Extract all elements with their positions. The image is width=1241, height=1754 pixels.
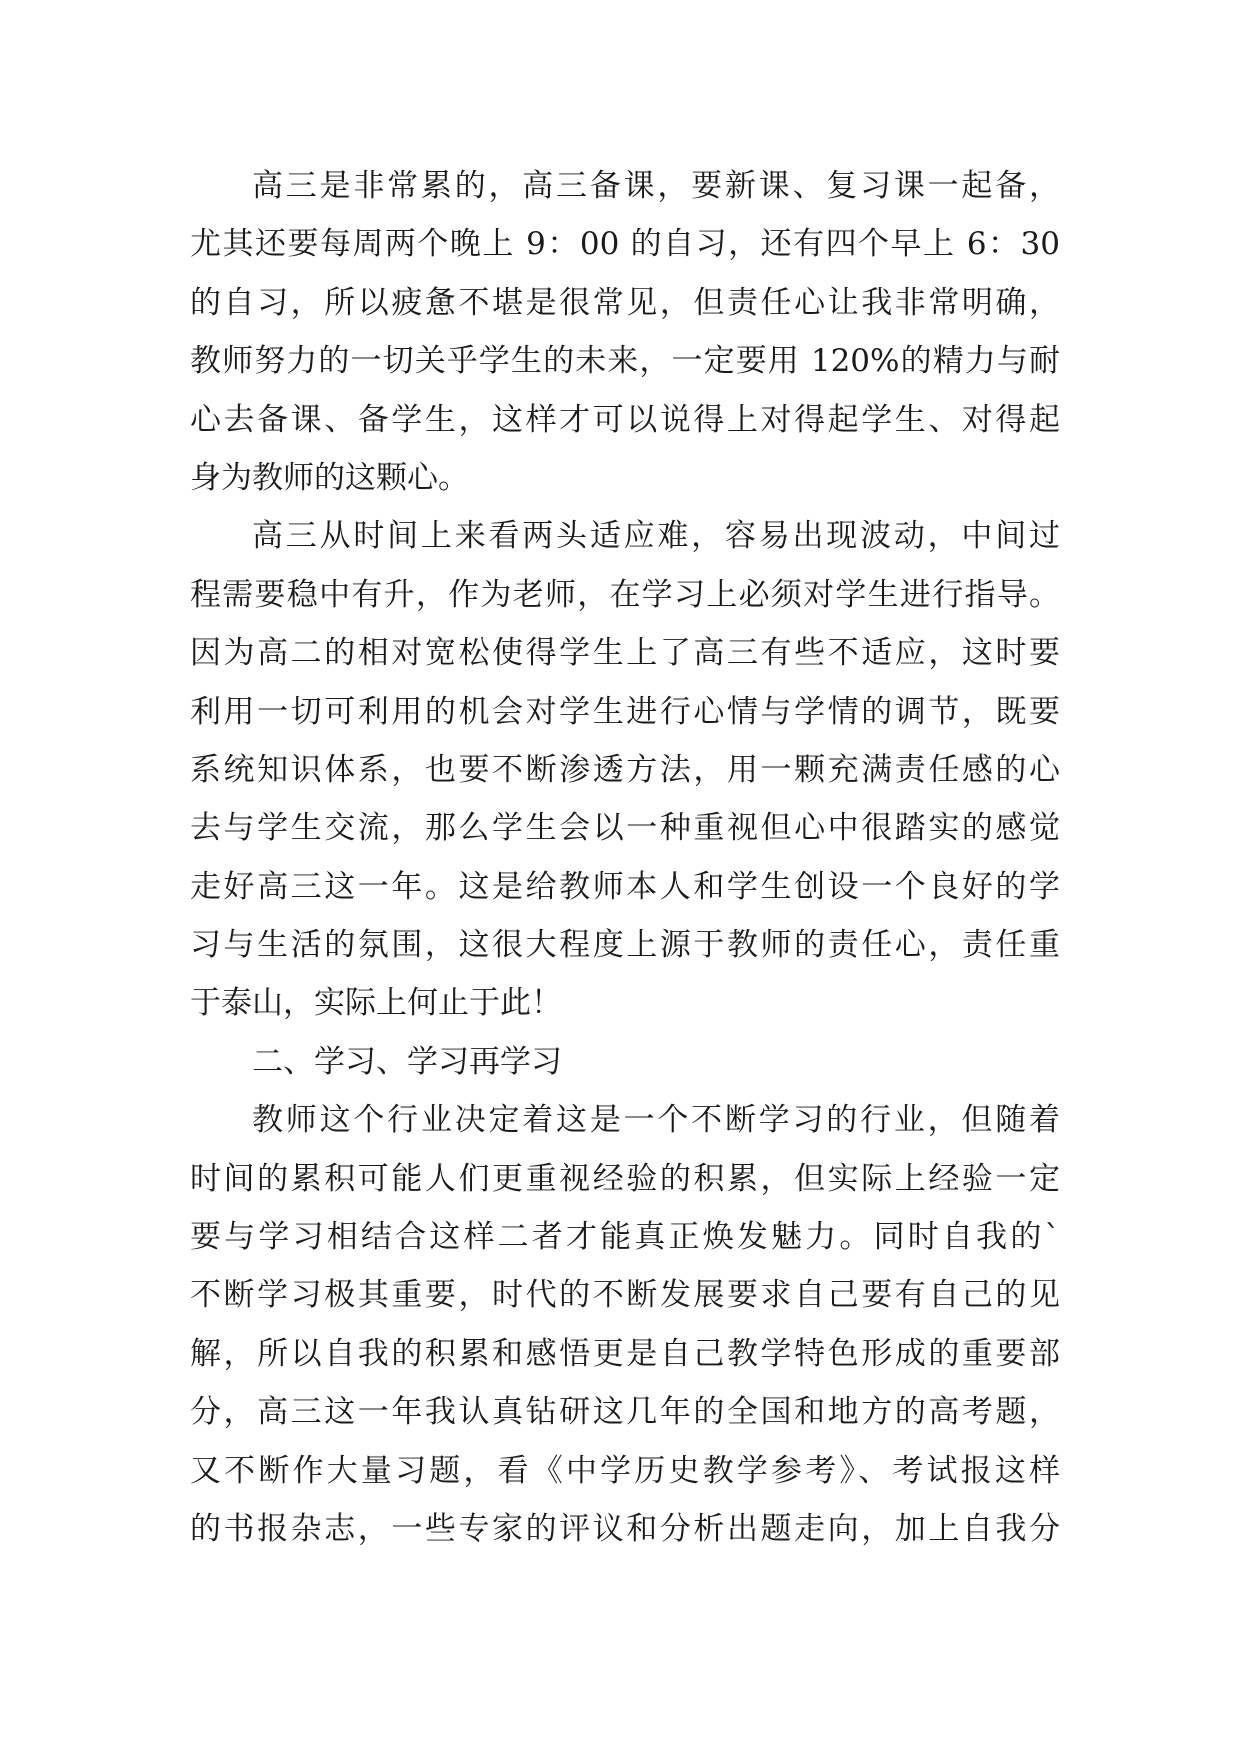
paragraph-2-line-3: 因为高二的相对宽松使得学生上了高三有些不适应，这时要 (190, 635, 1060, 672)
paragraph-1-line-6: 身为教师的这颗心。 (190, 459, 469, 496)
paragraph-3-line-1: 教师这个行业决定着这是一个不断学习的行业，但随着 (252, 1102, 1060, 1139)
paragraph-1-line-2: 尤其还要每周两个晚上 9：00 的自习，还有四个早上 6：30 (190, 226, 1060, 263)
paragraph-3-line-4: 不断学习极其重要，时代的不断发展要求自己要有自己的见 (190, 1277, 1060, 1314)
paragraph-2-line-2: 程需要稳中有升，作为老师，在学习上必须对学生进行指导。 (190, 576, 1060, 613)
paragraph-3-line-2: 时间的累积可能人们更重视经验的积累，但实际上经验一定 (190, 1160, 1060, 1197)
paragraph-3-line-7: 又不断作大量习题，看《中学历史教学参考》、考试报这样 (190, 1452, 1060, 1489)
section-heading: 二、学习、学习再学习 (252, 1043, 562, 1080)
paragraph-2-line-6: 去与学生交流，那么学生会以一种重视但心中很踏实的感觉 (190, 810, 1060, 847)
paragraph-1-line-5: 心去备课、备学生，这样才可以说得上对得起学生、对得起 (190, 401, 1060, 438)
paragraph-2-line-9: 于泰山，实际上何止于此！ (190, 985, 562, 1022)
paragraph-3-line-3: 要与学习相结合这样二者才能真正焕发魅力。同时自我的` (190, 1219, 1060, 1256)
paragraph-3-line-5: 解，所以自我的积累和感悟更是自己教学特色形成的重要部 (190, 1335, 1060, 1372)
paragraph-1-line-4: 教师努力的一切关乎学生的未来，一定要用 120%的精力与耐 (190, 343, 1060, 380)
paragraph-1-line-3: 的自习，所以疲惫不堪是很常见，但责任心让我非常明确， (190, 284, 1060, 321)
paragraph-1-line-1: 高三是非常累的，高三备课，要新课、复习课一起备， (252, 168, 1060, 204)
paragraph-2-line-7: 走好高三这一年。这是给教师本人和学生创设一个良好的学 (190, 868, 1060, 905)
paragraph-2-line-8: 习与生活的氛围，这很大程度上源于教师的责任心，责任重 (190, 927, 1060, 964)
document-body (190, 157, 1060, 1558)
paragraph-3-line-8: 的书报杂志，一些专家的评议和分析出题走向，加上自我分 (190, 1510, 1060, 1547)
paragraph-3-line-6: 分，高三这一年我认真钻研这几年的全国和地方的高考题， (190, 1394, 1060, 1431)
paragraph-2-line-4: 利用一切可利用的机会对学生进行心情与学情的调节，既要 (190, 693, 1060, 730)
paragraph-2-line-5: 系统知识体系，也要不断渗透方法，用一颗充满责任感的心 (190, 751, 1060, 788)
paragraph-2-line-1: 高三从时间上来看两头适应难，容易出现波动，中间过 (252, 518, 1060, 555)
